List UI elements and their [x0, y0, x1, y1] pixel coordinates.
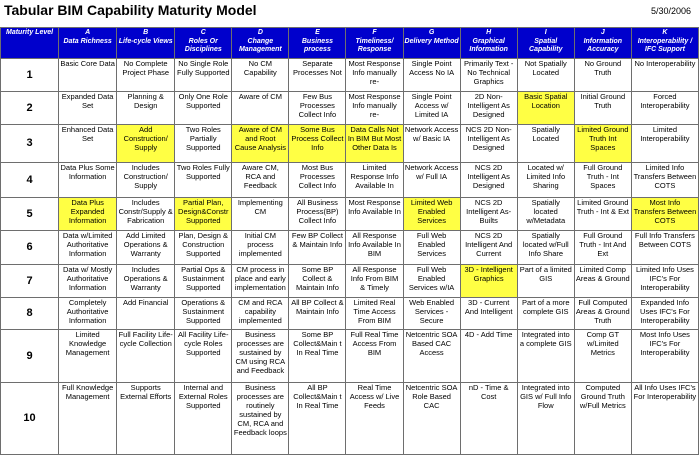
table-row — [1, 231, 699, 265]
column-name: Roles Or Disciplines — [184, 37, 222, 53]
table-cell: Enhanced Data Set — [59, 125, 117, 163]
column-code: C — [200, 29, 206, 36]
table-cell: Not Spatially Located — [517, 59, 574, 92]
table-cell: All Response Info Available In BIM — [346, 231, 403, 265]
table-cell: Full Ground Truth - Int Spaces — [574, 163, 631, 198]
table-cell: Full Info Transfers Between COTS — [631, 231, 698, 265]
table-cell: Full Ground Truth - Int And Ext — [574, 231, 631, 265]
maturity-level-cell: 1 — [1, 59, 59, 92]
column-code: E — [315, 29, 320, 36]
table-cell: Limited Info Uses IFC's For Interoperability — [631, 265, 698, 298]
table-row — [1, 198, 699, 231]
table-cell: Full Knowledge Management — [59, 383, 117, 455]
table-cell: Data w/Limited Authoritative Information — [59, 231, 117, 265]
maturity-level-cell: 8 — [1, 298, 59, 330]
table-cell: No Complete Project Phase — [117, 59, 175, 92]
table-cell: Limited Info Transfers Between COTS — [631, 163, 698, 198]
table-cell: 3D - Current And Intelligent — [460, 298, 517, 330]
table-cell: Limited Ground Truth - Int & Ext — [574, 198, 631, 231]
table-body — [1, 59, 699, 455]
header-row — [1, 28, 699, 59]
column-header — [289, 28, 346, 59]
column-name: Life-cycle Views — [118, 37, 173, 45]
column-code: F — [372, 29, 377, 36]
table-cell: Full Facility Life-cycle Collection — [117, 330, 175, 383]
table-cell: All Business Process(BP) Collect Info — [289, 198, 346, 231]
table-cell: Full Web Enabled Services — [403, 231, 460, 265]
table-cell: Comp GT w/Limited Metrics — [574, 330, 631, 383]
table-cell: 2D Non-Intelligent As Designed — [460, 92, 517, 125]
table-cell: Operations & Sustainment Supported — [175, 298, 232, 330]
table-cell: NCS 2D Intelligent And Current — [460, 231, 517, 265]
maturity-level-cell: 7 — [1, 265, 59, 298]
table-cell: Web Enabled Services - Secure — [403, 298, 460, 330]
table-cell: Data w/ Mostly Authoritative Information — [59, 265, 117, 298]
column-code: D — [257, 29, 263, 36]
column-name: Delivery Method — [404, 37, 459, 45]
table-cell: Separate Processes Not — [289, 59, 346, 92]
table-cell: Computed Ground Truth w/Full Metrics — [574, 383, 631, 455]
table-cell: Add Financial — [117, 298, 175, 330]
table-cell: Part of a limited GIS — [517, 265, 574, 298]
table-cell: Aware of CM and Root Cause Analysis — [232, 125, 289, 163]
table-cell: Netcentric SOA Based CAC Access — [403, 330, 460, 383]
table-cell: CM and RCA capability implemented — [232, 298, 289, 330]
table-row — [1, 383, 699, 455]
table-cell: Forced Interoperability — [631, 92, 698, 125]
column-name: Change Management — [238, 37, 282, 53]
table-cell: Few Bus Processes Collect Info — [289, 92, 346, 125]
table-cell: Integrated into GIS w/ Full Info Flow — [517, 383, 574, 455]
column-header — [117, 28, 175, 59]
column-header — [631, 28, 698, 59]
table-cell: Limited Knowledge Management — [59, 330, 117, 383]
table-cell: Most Info Transfers Between COTS — [631, 198, 698, 231]
table-cell: All BP Collect&Main t In Real Time — [289, 383, 346, 455]
table-cell: Single Point Access No IA — [403, 59, 460, 92]
table-cell: Data Calls Not In BIM But Most Other Data Is — [346, 125, 403, 163]
table-cell: Network Access w/ Basic IA — [403, 125, 460, 163]
table-cell: Partial Plan, Design&Constr Supported — [175, 198, 232, 231]
table-cell: 3D - Intelligent Graphics — [460, 265, 517, 298]
table-cell: All BP Collect & Maintain Info — [289, 298, 346, 330]
table-cell: Includes Construction/ Supply — [117, 163, 175, 198]
table-cell: Expanded Info Uses IFC's For Interoperability — [631, 298, 698, 330]
column-header — [59, 28, 117, 59]
column-name: Spatial Capability — [529, 37, 563, 53]
column-code: I — [544, 29, 547, 36]
maturity-level-cell: 3 — [1, 125, 59, 163]
table-row — [1, 163, 699, 198]
table-cell: Includes Operations & Warranty — [117, 265, 175, 298]
table-cell: Two Roles Partially Supported — [175, 125, 232, 163]
table-cell: Internal and External Roles Supported — [175, 383, 232, 455]
table-cell: Few BP Collect & Maintain Info — [289, 231, 346, 265]
column-name: Business process — [301, 37, 333, 53]
column-code: K — [662, 29, 668, 36]
maturity-level-cell: 10 — [1, 383, 59, 455]
column-name: Graphical Information — [469, 37, 508, 53]
table-cell: NCS 2D Non-Intelligent As Designed — [460, 125, 517, 163]
table-cell: Netcentric SOA Role Based CAC — [403, 383, 460, 455]
column-code: H — [486, 29, 492, 36]
table-cell: Implementing CM — [232, 198, 289, 231]
table-cell: nD - Time & Cost — [460, 383, 517, 455]
table-cell: Spatially Located — [517, 125, 574, 163]
table-cell: Most Response Info manually re- — [346, 92, 403, 125]
table-cell: Most Response Info Available In — [346, 198, 403, 231]
table-cell: Integrated into a complete GIS — [517, 330, 574, 383]
table-cell: Some BP Collect & Maintain Info — [289, 265, 346, 298]
table-cell: Primarily Text - No Technical Graphics — [460, 59, 517, 92]
column-header — [460, 28, 517, 59]
table-cell: NCS 2D Intelligent As Designed — [460, 163, 517, 198]
table-cell: Add Limited Operations & Warranty — [117, 231, 175, 265]
table-cell: Some Bus Process Collect Info — [289, 125, 346, 163]
column-header — [346, 28, 403, 59]
column-code: G — [428, 29, 435, 36]
table-cell: Plan, Design & Construction Supported — [175, 231, 232, 265]
table-row — [1, 298, 699, 330]
table-cell: Spatially located w/Full Info Share — [517, 231, 574, 265]
table-cell: Most Bus Processes Collect Info — [289, 163, 346, 198]
table-cell: Completely Authoritative Information — [59, 298, 117, 330]
table-cell: No CM Capability — [232, 59, 289, 92]
table-cell: Data Plus Expanded Information — [59, 198, 117, 231]
table-cell: Supports External Efforts — [117, 383, 175, 455]
table-cell: CM process in place and early implementation — [232, 265, 289, 298]
table-cell: Two Roles Fully Supported — [175, 163, 232, 198]
table-cell: Aware CM, RCA and Feedback — [232, 163, 289, 198]
table-cell: Basic Spatial Location — [517, 92, 574, 125]
table-cell: Real Time Access w/ Live Feeds — [346, 383, 403, 455]
table-cell: Full Computed Areas & Ground Truth — [574, 298, 631, 330]
table-cell: Limited Interoperability — [631, 125, 698, 163]
maturity-level-cell: 4 — [1, 163, 59, 198]
column-header — [232, 28, 289, 59]
column-header — [403, 28, 460, 59]
table-cell: No Ground Truth — [574, 59, 631, 92]
capability-maturity-table — [0, 27, 699, 455]
table-cell: Only One Role Supported — [175, 92, 232, 125]
table-cell: Full Web Enabled Services w/IA — [403, 265, 460, 298]
maturity-level-cell: 2 — [1, 92, 59, 125]
column-header — [517, 28, 574, 59]
table-row — [1, 125, 699, 163]
table-cell: NCS 2D Intelligent As-Builts — [460, 198, 517, 231]
column-code: A — [85, 29, 91, 36]
table-cell: Single Point Access w/ Limited IA — [403, 92, 460, 125]
table-cell: Network Access w/ Full IA — [403, 163, 460, 198]
maturity-level-cell: 9 — [1, 330, 59, 383]
table-cell: Add Construction/ Supply — [117, 125, 175, 163]
table-cell: All Facility Life-cycle Roles Supported — [175, 330, 232, 383]
table-cell: Limited Response Info Available In — [346, 163, 403, 198]
table-cell: Business processes are routinely sustained by CM, RCA and Feedback loops — [232, 383, 289, 455]
table-cell: Initial CM process implemented — [232, 231, 289, 265]
table-cell: Limited Web Enabled Services — [403, 198, 460, 231]
table-cell: Data Plus Some Information — [59, 163, 117, 198]
table-cell: Includes Constr/Supply & Fabrication — [117, 198, 175, 231]
table-cell: No Interoperability — [631, 59, 698, 92]
document-date: 5/30/2006 — [650, 6, 691, 16]
page-title: Tabular BIM Capability Maturity Model — [4, 2, 257, 18]
table-cell: Aware of CM — [232, 92, 289, 125]
table-cell: Basic Core Data — [59, 59, 117, 92]
column-header — [574, 28, 631, 59]
table-cell: Partial Ops & Sustainment Supported — [175, 265, 232, 298]
table-cell: Limited Ground Truth Int Spaces — [574, 125, 631, 163]
column-header — [175, 28, 232, 59]
table-cell: 4D - Add Time — [460, 330, 517, 383]
table-cell: All Response Info From BIM & Timely — [346, 265, 403, 298]
maturity-level-cell: 5 — [1, 198, 59, 231]
table-cell: No Single Role Fully Supported — [175, 59, 232, 92]
table-cell: Limited Real Time Access From BIM — [346, 298, 403, 330]
table-cell: Expanded Data Set — [59, 92, 117, 125]
column-name: Data Richness — [63, 37, 112, 45]
table-cell: Most Response Info manually re- — [346, 59, 403, 92]
maturity-level-cell: 6 — [1, 231, 59, 265]
table-cell: Limited Comp Areas & Ground — [574, 265, 631, 298]
column-name: Interoperability / IFC Support — [637, 37, 693, 53]
table-row — [1, 265, 699, 298]
table-row — [1, 92, 699, 125]
table-cell: Some BP Collect&Main t In Real Time — [289, 330, 346, 383]
table-row — [1, 330, 699, 383]
table-cell: Business processes are sustained by CM using RCA and Feedback — [232, 330, 289, 383]
table-cell: Planning & Design — [117, 92, 175, 125]
table-cell: Spatially located w/Metadata — [517, 198, 574, 231]
column-name: Timeliness/ Response — [355, 37, 394, 53]
table-cell: Initial Ground Truth — [574, 92, 631, 125]
table-cell: Part of a more complete GIS — [517, 298, 574, 330]
column-code: B — [143, 29, 149, 36]
table-cell: Most Info Uses IFC's For Interoperability — [631, 330, 698, 383]
table-cell: Full Real Time Access From BIM — [346, 330, 403, 383]
maturity-level-header: Maturity Level — [1, 28, 59, 59]
table-cell: Located w/ Limited Info Sharing — [517, 163, 574, 198]
table-cell: All Info Uses IFC's For Interoperability — [631, 383, 698, 455]
column-name: Information Accuracy — [583, 37, 623, 53]
table-row — [1, 59, 699, 92]
column-code: J — [600, 29, 605, 36]
